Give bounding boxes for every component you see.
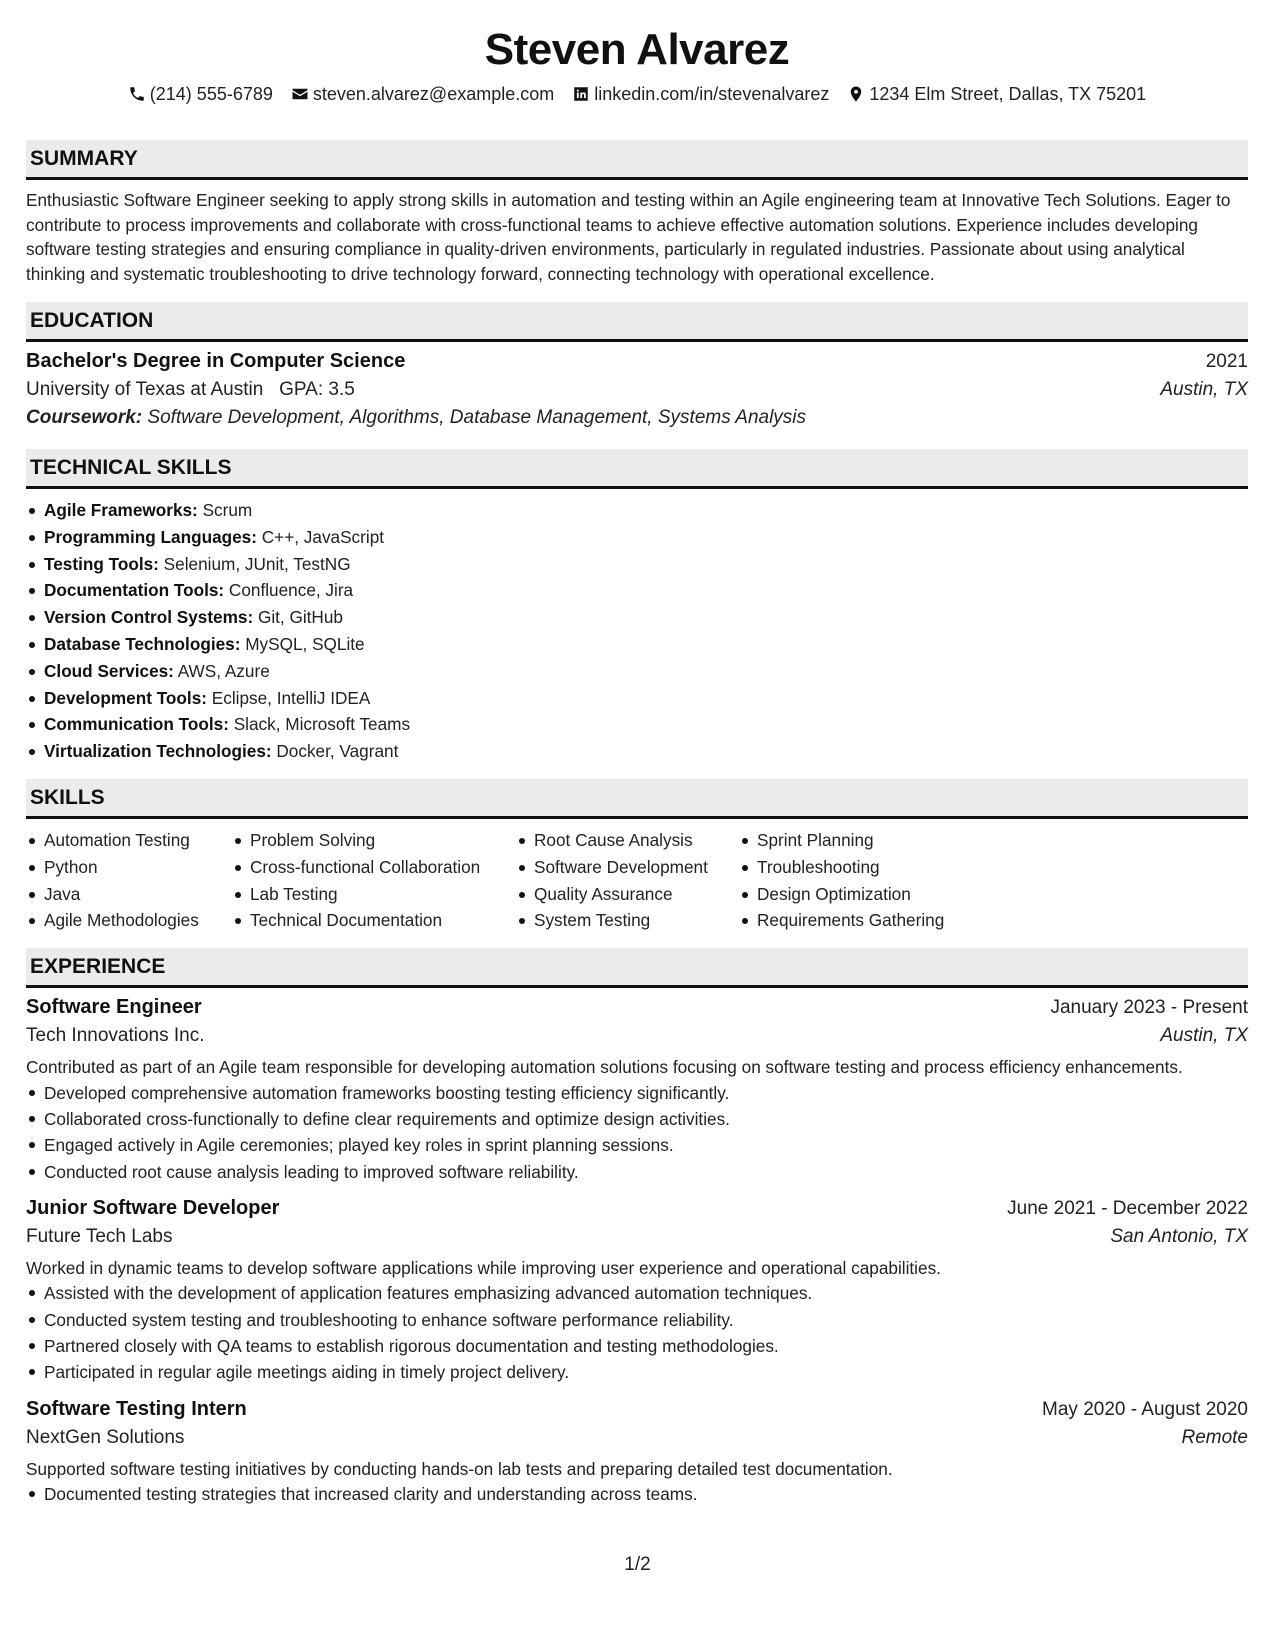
degree: Bachelor's Degree in Computer Science xyxy=(26,350,406,372)
education-heading: EDUCATION xyxy=(26,302,1248,342)
skill-value: AWS, Azure xyxy=(177,660,270,681)
skills-heading: SKILLS xyxy=(26,779,1248,819)
candidate-name: Steven Alvarez xyxy=(484,25,790,74)
list-item xyxy=(26,577,1248,604)
address-text: 1234 Elm Street, Dallas, TX 75201 xyxy=(869,84,1147,104)
page-number: 1/2 xyxy=(624,1554,651,1575)
resume-page xyxy=(26,0,1248,1507)
skills-column-4 xyxy=(739,827,999,934)
job-company: Tech Innovations Inc. xyxy=(26,1025,205,1047)
skill-label: Database Technologies: xyxy=(44,633,241,654)
list-item xyxy=(26,551,1248,578)
job-entry-2 xyxy=(26,1197,1248,1386)
skill-value: MySQL, SQLite xyxy=(245,633,365,654)
email-text[interactable]: steven.alvarez@example.com xyxy=(312,84,555,104)
job-company: NextGen Solutions xyxy=(26,1426,185,1448)
list-item: Python xyxy=(26,854,232,881)
gpa: GPA: 3.5 xyxy=(279,379,355,400)
list-item xyxy=(26,631,1248,658)
list-item: Partnered closely with QA teams to establish rigorous documentation and testing methodologies. xyxy=(26,1333,1248,1359)
skill-value: Git, GitHub xyxy=(257,607,343,628)
skill-value: Scrum xyxy=(202,500,253,520)
job-bullets xyxy=(26,1080,1248,1185)
list-item xyxy=(26,738,1248,765)
job-company: Future Tech Labs xyxy=(26,1225,173,1247)
job-dates: January 2023 - Present xyxy=(1050,997,1248,1019)
job-entry-3 xyxy=(26,1398,1248,1508)
contact-bar xyxy=(26,82,1248,106)
envelope-icon xyxy=(291,85,309,103)
list-item: Engaged actively in Agile ceremonies; played key roles in sprint planning sessions. xyxy=(26,1132,1248,1158)
summary-text: Enthusiastic Software Engineer seeking to apply strong skills in automation and testing within an Agile engineering team at Innovative Tech Solutions. Eager to contribute to process improvements and collaborate with cross-functional teams to achieve effective automation solutions. Experience includes developing software testing strategies and ensuring compliance in quality-driven environments, particularly in regulated industries. Passionate about using analytical thinking and systematic troubleshooting to drive technology forward, connecting technology with operational excellence. xyxy=(26,190,1231,284)
list-item: Documented testing strategies that increased clarity and understanding across teams. xyxy=(26,1481,1248,1507)
skill-label: Programming Languages: xyxy=(44,526,257,547)
job-header xyxy=(26,996,1248,1019)
skills-column-1 xyxy=(26,827,232,934)
skill-label: Version Control Systems: xyxy=(44,607,254,628)
skill-value: Docker, Vagrant xyxy=(276,741,399,762)
job-location: San Antonio, TX xyxy=(1110,1225,1248,1247)
skills-grid xyxy=(26,827,1248,934)
school-location: Austin, TX xyxy=(1160,379,1248,400)
skill-value: Slack, Microsoft Teams xyxy=(233,714,411,735)
job-entry-1 xyxy=(26,996,1248,1185)
skill-value: Eclipse, IntelliJ IDEA xyxy=(211,687,371,708)
job-title: Junior Software Developer xyxy=(26,1196,280,1219)
list-item: Troubleshooting xyxy=(739,854,999,881)
list-item: Software Development xyxy=(516,854,739,881)
summary-heading: SUMMARY xyxy=(26,140,1248,180)
skill-label: Development Tools: xyxy=(44,687,207,708)
contact-address xyxy=(847,82,1146,106)
list-item xyxy=(26,711,1248,738)
list-item: Technical Documentation xyxy=(232,907,516,934)
job-description: Worked in dynamic teams to develop software applications while improving user experience and operational capabilities. xyxy=(26,1257,941,1278)
list-item: Conducted system testing and troubleshooting to enhance software performance reliability. xyxy=(26,1307,1248,1333)
technical-skills-heading: TECHNICAL SKILLS xyxy=(26,449,1248,489)
job-subheader xyxy=(26,1427,1248,1449)
skill-label: Virtualization Technologies: xyxy=(44,741,272,762)
skill-label: Communication Tools: xyxy=(44,714,229,735)
job-location: Remote xyxy=(1181,1426,1248,1448)
list-item: System Testing xyxy=(516,907,739,934)
school-name: University of Texas at Austin xyxy=(26,379,264,400)
job-description: Contributed as part of an Agile team responsible for developing automation solutions focusing on software testing and process efficiency enhancements. xyxy=(26,1057,1183,1078)
job-dates: May 2020 - August 2020 xyxy=(1042,1398,1248,1420)
list-item: Developed comprehensive automation frameworks boosting testing efficiency significantly. xyxy=(26,1080,1248,1106)
skill-label: Testing Tools: xyxy=(44,553,159,574)
list-item: Collaborated cross-functionally to define clear requirements and optimize design activities. xyxy=(26,1106,1248,1132)
coursework xyxy=(26,407,1248,429)
list-item: Root Cause Analysis xyxy=(516,827,739,854)
graduation-year: 2021 xyxy=(1205,351,1248,372)
linkedin-icon xyxy=(572,85,590,103)
skill-label: Documentation Tools: xyxy=(44,580,225,601)
list-item xyxy=(26,658,1248,685)
list-item: Design Optimization xyxy=(739,881,999,908)
contact-email[interactable] xyxy=(291,82,554,106)
skill-value: Confluence, Jira xyxy=(228,580,354,601)
list-item: Conducted root cause analysis leading to improved software reliability. xyxy=(26,1159,1248,1185)
education-row-1 xyxy=(26,350,1248,373)
job-subheader xyxy=(26,1025,1248,1047)
job-subheader xyxy=(26,1226,1248,1248)
list-item xyxy=(26,497,1248,524)
list-item xyxy=(26,604,1248,631)
list-item: Problem Solving xyxy=(232,827,516,854)
experience-heading: EXPERIENCE xyxy=(26,948,1248,988)
education-row-2 xyxy=(26,379,1248,401)
list-item: Requirements Gathering xyxy=(739,907,999,934)
skills-column-3 xyxy=(516,827,739,934)
list-item: Assisted with the development of application features emphasizing advanced automation techniques. xyxy=(26,1280,1248,1306)
list-item: Sprint Planning xyxy=(739,827,999,854)
school-and-gpa xyxy=(26,379,355,401)
skill-value: C++, JavaScript xyxy=(261,526,385,547)
list-item: Java xyxy=(26,881,232,908)
phone-icon xyxy=(128,85,146,103)
skill-value: Selenium, JUnit, TestNG xyxy=(163,553,351,574)
coursework-list: Software Development, Algorithms, Database Management, Systems Analysis xyxy=(147,407,807,428)
job-title: Software Engineer xyxy=(26,996,202,1019)
list-item xyxy=(26,524,1248,551)
list-item: Participated in regular agile meetings aiding in timely project delivery. xyxy=(26,1359,1248,1385)
list-item xyxy=(26,685,1248,712)
list-item: Lab Testing xyxy=(232,881,516,908)
phone-text: (214) 555-6789 xyxy=(149,84,273,104)
list-item: Agile Methodologies xyxy=(26,907,232,934)
contact-phone xyxy=(128,82,273,106)
coursework-label: Coursework: xyxy=(26,407,143,428)
technical-skills-list xyxy=(26,497,1248,765)
map-pin-icon xyxy=(847,85,865,103)
job-description: Supported software testing initiatives by conducting hands-on lab tests and preparing detailed test documentation. xyxy=(26,1458,893,1479)
skills-column-2 xyxy=(232,827,516,934)
job-dates: June 2021 - December 2022 xyxy=(1007,1197,1248,1219)
job-bullets xyxy=(26,1280,1248,1385)
skill-label: Agile Frameworks: xyxy=(44,500,198,520)
list-item: Automation Testing xyxy=(26,827,232,854)
contact-linkedin[interactable] xyxy=(572,82,829,106)
job-header xyxy=(26,1398,1248,1421)
job-bullets xyxy=(26,1481,1248,1507)
list-item: Cross-functional Collaboration xyxy=(232,854,516,881)
list-item: Quality Assurance xyxy=(516,881,739,908)
skill-label: Cloud Services: xyxy=(44,660,174,681)
job-header xyxy=(26,1197,1248,1220)
job-location: Austin, TX xyxy=(1160,1025,1248,1047)
linkedin-text[interactable]: linkedin.com/in/stevenalvarez xyxy=(594,84,830,104)
job-title: Software Testing Intern xyxy=(26,1397,247,1420)
